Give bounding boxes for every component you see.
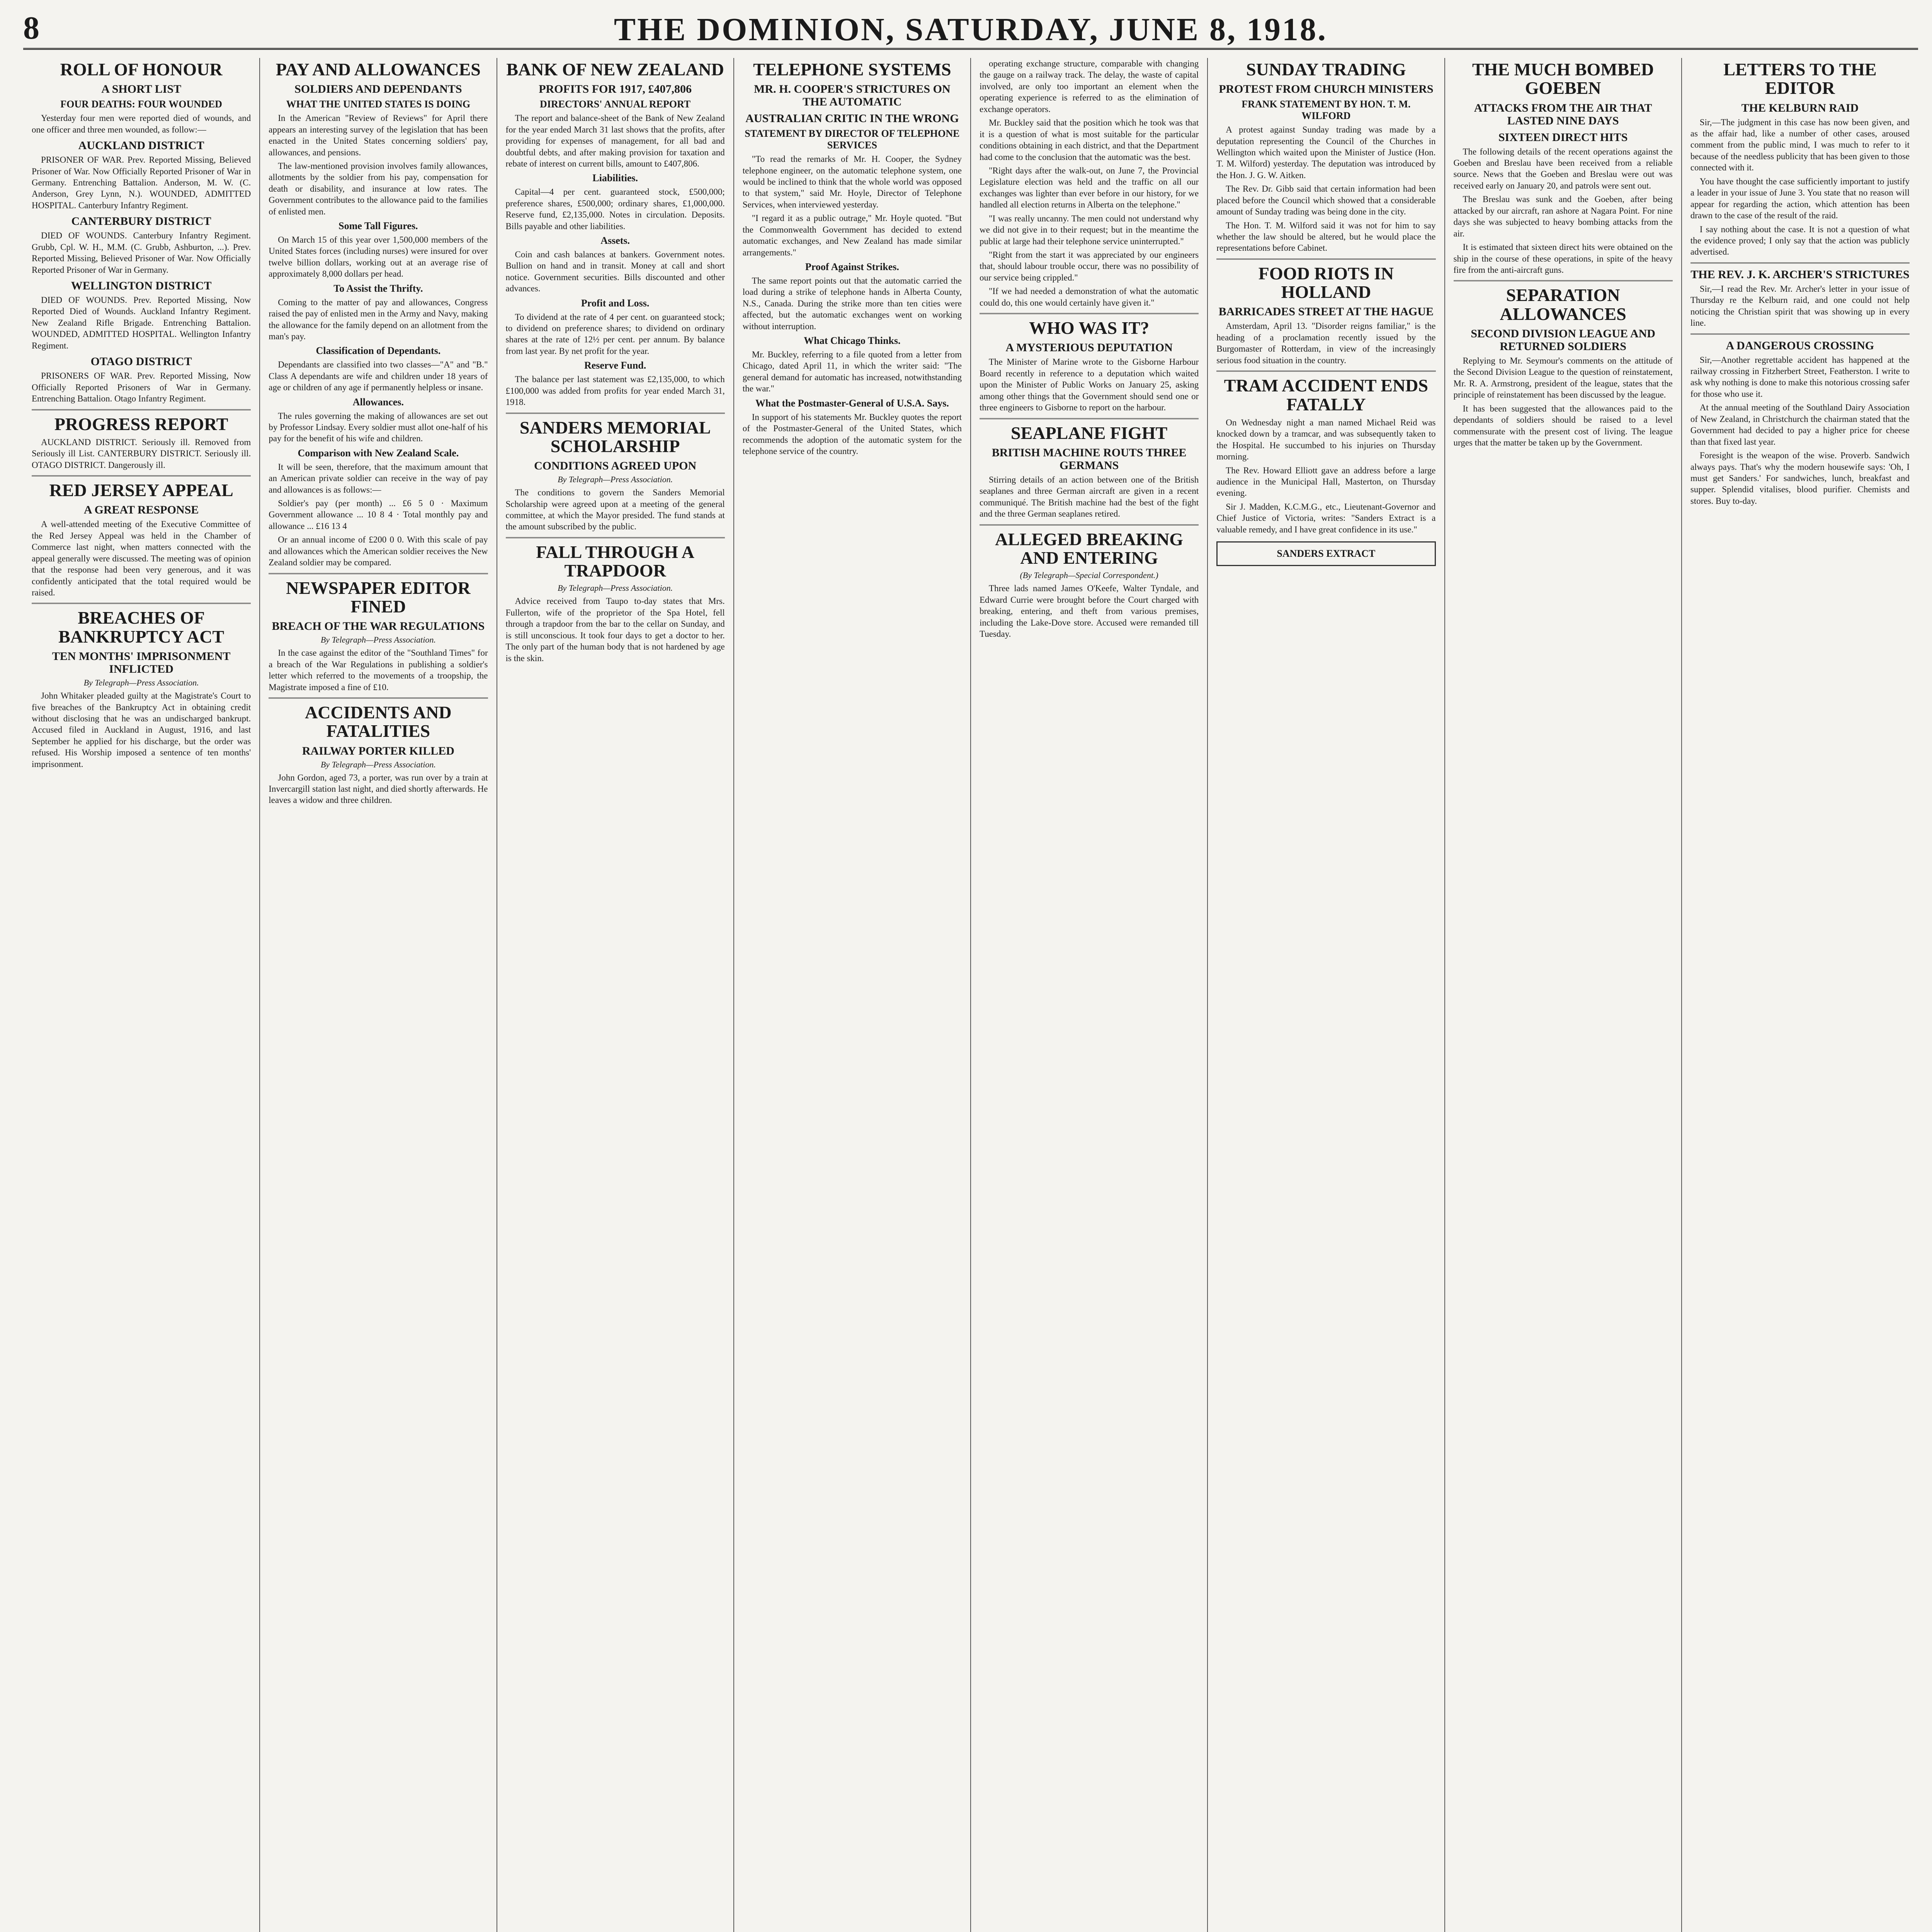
paragraph: Dependants are classified into two classes—"A" and "B." Class A dependants are wife and children under 18 years of age or children of any age if permanently helpless or insane. — [269, 360, 488, 393]
section-divider — [1454, 280, 1673, 281]
byline: By Telegraph—Press Association. — [558, 474, 673, 485]
subheadline: BREACH OF THE WAR REGULATIONS — [272, 620, 485, 633]
section-heading: Classification of Dependants. — [316, 345, 441, 357]
paragraph: In support of his statements Mr. Buckley quotes the report of the Postmaster-General of the United States, which recommends the adoption of the automatic system for the telephone service of the country. — [742, 412, 962, 456]
headline: SEPARATION ALLOWANCES — [1500, 285, 1626, 324]
column-1 — [23, 58, 260, 1932]
headline: WHO WAS IT? — [1029, 318, 1150, 338]
section-divider — [980, 313, 1199, 314]
paragraph: DIED OF WOUNDS. Prev. Reported Missing, Now Reported Died of Wounds. Auckland Infantry Regiment. New Zealand Rifle Brigade. Entrenching Battalion. WOUNDED, ADMITTED HOSPITAL. Wellington Infantry Regiment. — [32, 295, 251, 350]
section-heading: What the Postmaster-General of U.S.A. Says. — [755, 397, 949, 409]
paragraph: To dividend at the rate of 4 per cent. on guaranteed stock; to dividend on preference shares; to dividend on ordinary shares at the rate of 12½ per cent. per annum. By balance from last year. By net profit for the year. — [505, 312, 725, 356]
paragraph: You have thought the case sufficiently important to justify a leader in your issue of June 3. You state that no reason will appear for regarding the action, which attention has been drawn to the case of the result of the raid. — [1690, 176, 1910, 221]
subheadline: A DANGEROUS CROSSING — [1726, 339, 1874, 352]
paragraph: In the American "Review of Reviews" for April there appears an interesting survey of the legislation that has been enacted in the United States concerning soldiers' pay, allowances, and pensions. — [269, 113, 488, 157]
paragraph: The same report points out that the automatic carried the load during a strike of telephone hands in Alberta County, N.S., Canada. During the strike more than ten cities were affected, but the automatic exchanges went on working without interruption. — [742, 276, 962, 331]
subheadline: THE REV. J. K. ARCHER'S STRICTURES — [1690, 268, 1910, 281]
headline: PROGRESS REPORT — [54, 414, 228, 434]
paragraph: "Right days after the walk-out, on June 7, the Provincial Legislature election was held and the traffic on all our exchanges was lighter than ever before in our history, for we handled all election returns in Alberta on the telephone." — [980, 165, 1199, 210]
paragraph: Capital—4 per cent. guaranteed stock, £500,000; preference shares, £500,000; ordinary shares, £1,000,000. Reserve fund, £2,135,000. Notes in circulation. Deposits. Bills payable and other liabilities. — [505, 187, 725, 231]
section-divider — [1216, 259, 1435, 260]
headline: THE MUCH BOMBED GOEBEN — [1472, 60, 1654, 98]
paragraph: DIED OF WOUNDS. Canterbury Infantry Regiment. Grubb, Cpl. W. H., M.M. (C. Grubb, Ashburton, ...). Prev. Reported Missing, Believed Prisoner of War. Now Officially Reported Prisoner of War in Germany. — [32, 231, 251, 275]
paragraph: On March 15 of this year over 1,500,000 members of the United States forces (including nurses) were insured for over twelve billion dollars, working out at an average rise of approximately 8,000 dollars per head. — [269, 235, 488, 279]
headline: TRAM ACCIDENT ENDS FATALLY — [1224, 376, 1428, 414]
headline: NEWSPAPER EDITOR FINED — [286, 578, 471, 616]
paragraph: Coming to the matter of pay and allowances, Congress raised the pay of enlisted men in the Army and Navy, making the allowance for the family depend on an allotment from the man's pay. — [269, 297, 488, 341]
subheadline: A MYSTERIOUS DEPUTATION — [1005, 341, 1173, 354]
subheadline: DIRECTORS' ANNUAL REPORT — [540, 99, 691, 110]
section-heading: Profit and Loss. — [581, 297, 650, 309]
headline: TELEPHONE SYSTEMS — [753, 60, 951, 79]
paragraph: "To read the remarks of Mr. H. Cooper, the Sydney telephone engineer, on the automatic telephone system, one would be inclined to think that the whole world was opposed to that system," said Mr. Hoyle, Director of Telephone Services, when interviewed yesterday. — [742, 154, 962, 209]
section-heading: What Chicago Thinks. — [804, 335, 901, 347]
paragraph: AUCKLAND DISTRICT. Seriously ill. Removed from Seriously ill List. CANTERBURY DISTRICT. Seriously ill. OTAGO DISTRICT. Dangerously ill. — [32, 437, 251, 470]
section-divider — [506, 537, 725, 538]
section-heading: Assets. — [600, 235, 630, 247]
paragraph: A well-attended meeting of the Executive Committee of the Red Jersey Appeal was held in the Chamber of Commerce last night, when matters connected with the appeal generally were discussed. The meeting was of opinion that the response had been very generous, and it was confidently anticipated that the total required would be raised. — [32, 519, 251, 598]
subheadline: SECOND DIVISION LEAGUE AND RETURNED SOLDIERS — [1471, 327, 1655, 353]
headline: ACCIDENTS AND FATALITIES — [305, 702, 452, 741]
paragraph: Advice received from Taupo to-day states that Mrs. Fullerton, wife of the proprietor of the Spa Hotel, fell through a trapdoor from the bar to the cellar on Sunday, and is still unconscious. It took four days to get a doctor to her. The only part of the human body that is not hardened by age is the skin. — [505, 596, 725, 663]
subheadline: A SHORT LIST — [101, 83, 182, 96]
paragraph: It will be seen, therefore, that the maximum amount that an American private soldier can receive in the way of pay and allowances is as follows:— — [269, 462, 488, 495]
column-8 — [1682, 58, 1918, 1932]
headline: RED JERSEY APPEAL — [49, 480, 233, 500]
section-heading: Proof Against Strikes. — [805, 261, 899, 273]
section-divider — [506, 413, 725, 414]
paragraph: John Gordon, aged 73, a porter, was run over by a train at Invercargill station last night, and died shortly afterwards. He leaves a widow and three children. — [269, 772, 488, 805]
headline: LETTERS TO THE EDITOR — [1723, 60, 1877, 98]
paragraph: Sir,—The judgment in this case has now been given, and as the affair had, like a number of other cases, aroused comment from the public mind, I was much to refer to it because of the needless publicity that has been given to those connected with it. — [1690, 117, 1910, 173]
subheadline: BRITISH MACHINE ROUTS THREE GERMANS — [992, 446, 1187, 472]
section-divider — [32, 475, 251, 476]
section-divider — [1216, 371, 1435, 372]
paragraph: Amsterdam, April 13. "Disorder reigns familiar," is the heading of a proclamation recently issued by the Burgomaster of Rotterdam, in view of the increasingly serious food situation in the country. — [1216, 321, 1436, 365]
headline: SANDERS MEMORIAL SCHOLARSHIP — [519, 417, 711, 456]
headline: ROLL OF HONOUR — [60, 60, 223, 79]
section-heading: Comparison with New Zealand Scale. — [298, 447, 459, 459]
paragraph: operating exchange structure, comparable with changing the gauge on a railway track. The delay, the waste of capital involved, are only too important an element when the operating experience is referred to as the elimination of exchange operators. — [980, 59, 1199, 114]
section-divider — [980, 418, 1199, 419]
paragraph: Replying to Mr. Seymour's comments on the attitude of the Second Division League to the question of reinstatement, Mr. R. A. Armstrong, president of the league, states that the principle of reinstatement has been discussed by the league. — [1453, 356, 1673, 400]
column-6 — [1208, 58, 1445, 1932]
section-divider — [32, 409, 251, 410]
column-2 — [260, 58, 497, 1932]
headline: BANK OF NEW ZEALAND — [506, 60, 724, 79]
paragraph: Sir,—Another regrettable accident has happened at the railway crossing in Fitzherbert Street, Featherston. I write to ask why nothing is done to make this notorious crossing safer for those who use it. — [1690, 355, 1910, 399]
paragraph: I say nothing about the case. It is not a question of what the evidence proved; I only say that the action was publicly advertised. — [1690, 224, 1910, 257]
article-columns — [23, 58, 1918, 1932]
subheadline: FOUR DEATHS: FOUR WOUNDED — [60, 99, 222, 110]
section-divider — [1690, 333, 1910, 335]
paragraph: Coin and cash balances at bankers. Government notes. Bullion on hand and in transit. Money at call and short notice. Government securities. Bills discounted and other advances. — [505, 249, 725, 294]
subheadline: AUSTRALIAN CRITIC IN THE WRONG — [745, 112, 959, 125]
paragraph: The Rev. Howard Elliott gave an address before a large audience in the Municipal Hall, Masterton, on Thursday evening. — [1216, 465, 1436, 498]
paragraph: John Whitaker pleaded guilty at the Magistrate's Court to five breaches of the Bankruptcy Act in obtaining credit without disclosing that he was an undischarged bankrupt. Accused filed in Auckland in August, 1916, and last September he applied for his discharge, but the order was refused. His Worship imposed a sentence of ten months' imprisonment. — [32, 691, 251, 769]
headline: FALL THROUGH A TRAPDOOR — [536, 542, 695, 581]
paragraph: Mr. Buckley, referring to a file quoted from a letter from Chicago, dated April 11, in which the writer said: "The general demand for automatic has increased, notwithstanding the war." — [742, 349, 962, 394]
pay-table: Soldier's pay (per month) ... £6 5 0 · Maximum Government allowance ... 10 8 4 · Total monthly pay and allowance ... £16 13 4 — [269, 498, 488, 531]
paragraph: In the case against the editor of the "Southland Times" for a breach of the War Regulations in publishing a soldier's letter which referred to the movements of a troopship, the Magistrate imposed a fine of £10. — [269, 648, 488, 692]
paragraph: Mr. Buckley said that the position which he took was that it is a question of what is most suitable for the particular conditions obtaining in each district, and that the Department had come to the conclusion that the automatic was the best. — [980, 118, 1199, 162]
byline: By Telegraph—Press Association. — [320, 759, 436, 769]
section-divider — [980, 524, 1199, 526]
byline: By Telegraph—Press Association. — [83, 678, 199, 688]
paragraph: The law-mentioned provision involves family allowances, allotments by the soldier from his pay, compensation for death or disability, and insurance at low rates. The Government contributes to the allowance paid to the families of enlisted men. — [269, 161, 488, 216]
paragraph: Or an annual income of £200 0 0. With this scale of pay and allowances which the American soldier receives the New Zealand soldier may be compared. — [269, 535, 488, 568]
newspaper-title: THE DOMINION, SATURDAY, JUNE 8, 1918. — [614, 12, 1328, 48]
advertisement: SANDERS EXTRACT — [1216, 541, 1435, 566]
paragraph: "If we had needed a demonstration of what the automatic could do, this one would certainly have given it." — [980, 286, 1199, 308]
paragraph: Sir J. Madden, K.C.M.G., etc., Lieutenant-Governor and Chief Justice of Victoria, writes: "Sanders Extract is a valuable remedy, and I have great confidence in its use." — [1216, 502, 1436, 534]
district-heading: WELLINGTON DISTRICT — [71, 279, 212, 292]
paragraph: The Rev. Dr. Gibb said that certain information had been placed before the Council which showed that a considerable amount of Sunday trading was being done in the city. — [1216, 184, 1436, 217]
subheadline: FRANK STATEMENT BY HON. T. M. WILFORD — [1242, 99, 1411, 122]
paragraph: The conditions to govern the Sanders Memorial Scholarship were agreed upon at a meeting of the general committee, at which the Mayor presided. The fund stands at the amount subscribed by the public. — [505, 488, 725, 532]
headline: SUNDAY TRADING — [1246, 60, 1406, 79]
headline: FOOD RIOTS IN HOLLAND — [1258, 263, 1394, 302]
subheadline: MR. H. COOPER'S STRICTURES ON THE AUTOMATIC — [754, 83, 951, 109]
subheadline: WHAT THE UNITED STATES IS DOING — [286, 99, 471, 110]
paragraph: A protest against Sunday trading was made by a deputation representing the Council of the Churches in Wellington which waited upon the Minister of Justice (Hon. T. M. Wilford) yesterday. The deputation was introduced by the Hon. J. G. W. Aitken. — [1216, 125, 1436, 180]
paragraph: The following details of the recent operations against the Goeben and Breslau have been received from a reliable source. News that the Goeben and Breslau were out was received early on January 20, and patrols were sent out. — [1453, 146, 1673, 190]
paragraph: The rules governing the making of allowances are set out by Professor Lindsay. Every soldier must allot one-half of his pay for the benefit of his wife and children. — [269, 411, 488, 444]
paragraph: Three lads named James O'Keefe, Walter Tyndale, and Edward Currie were brought before the Court charged with breaking, entering, and theft from various premises, including the Lake-Dove store. Accused were remanded till Tuesday. — [980, 583, 1199, 639]
paragraph: On Wednesday night a man named Michael Reid was knocked down by a tramcar, and was subsequently taken to the Hospital. He succumbed to his injuries on Thursday morning. — [1216, 417, 1436, 462]
section-divider — [269, 573, 488, 574]
subheadline: ATTACKS FROM THE AIR THAT LASTED NINE DAYS — [1474, 101, 1652, 127]
section-heading: Liabilities. — [592, 172, 638, 184]
subheadline: SOLDIERS AND DEPENDANTS — [294, 83, 462, 96]
paragraph: It is estimated that sixteen direct hits were obtained on the ship in the course of these operations, in spite of the heavy fire from the anti-aircraft guns. — [1453, 242, 1673, 275]
paragraph: The Breslau was sunk and the Goeben, after being attacked by our aircraft, ran ashore at Nagara Point. For nine days she was subjected to heavy bombing attacks from the air. — [1453, 194, 1673, 238]
section-divider — [32, 603, 251, 604]
paragraph: Stirring details of an action between one of the British seaplanes and three German aircraft are given in a recent communiqué. The British machine had the best of the fight and the three German seaplanes retired. — [980, 474, 1199, 519]
subheadline: CONDITIONS AGREED UPON — [534, 459, 697, 473]
headline: BREACHES OF BANKRUPTCY ACT — [58, 608, 224, 646]
section-heading: Some Tall Figures. — [338, 220, 418, 232]
district-heading: AUCKLAND DISTRICT — [78, 139, 204, 152]
paragraph: The Minister of Marine wrote to the Gisborne Harbour Board recently in reference to a deputation which waited upon the Minister of Public Works on January 25, asking among other things that the Government should send one or three engineers to Gisborne to report on the harbour. — [980, 357, 1199, 413]
paragraph: Sir,—I read the Rev. Mr. Archer's letter in your issue of Thursday re the Kelburn raid, and one could not help noticing the Christian spirit that was showing up in every line. — [1690, 284, 1910, 328]
paragraph: The report and balance-sheet of the Bank of New Zealand for the year ended March 31 last shows that the profits, after providing for expenses of management, for all bad and doubtful debts, and after making provision for taxation and rebate of interest on current bills, amount to £407,806. — [505, 113, 725, 168]
subheadline: A GREAT RESPONSE — [83, 503, 199, 517]
subheadline: THE KELBURN RAID — [1741, 101, 1859, 114]
paragraph: PRISONERS OF WAR. Prev. Reported Missing, Now Officially Reported Prisoners of War in Germany. Entrenching Battalion. Otago Infantry Regiment. — [32, 371, 251, 404]
paragraph: The balance per last statement was £2,135,000, to which £100,000 was added from profits for year ended March 31, 1918. — [505, 374, 725, 407]
subheadline: PROTEST FROM CHURCH MINISTERS — [1219, 83, 1434, 96]
paragraph: "I regard it as a public outrage," Mr. Hoyle quoted. "But the Commonwealth Government has decided to extend automatic exchanges, and New Zealand has made similar arrangements." — [742, 213, 962, 257]
subheadline: SIXTEEN DIRECT HITS — [1498, 131, 1628, 144]
headline: ALLEGED BREAKING AND ENTERING — [995, 529, 1184, 568]
subheadline: TEN MONTHS' IMPRISONMENT INFLICTED — [52, 650, 231, 676]
paragraph: Yesterday four men were reported died of wounds, and one officer and three men wounded, as follow:— — [32, 113, 251, 134]
district-heading: OTAGO DISTRICT — [90, 355, 192, 368]
paragraph: PRISONER OF WAR. Prev. Reported Missing, Believed Prisoner of War. Now Officially Reported Prisoner of War in Germany. Entrenching Battalion. Anderson, M. W. (C. Anderson, Grey Lynn, N.). WOUNDED, ADMITTED HOSPITAL. Canterbury Infantry Regiment. — [32, 155, 251, 210]
section-heading: Reserve Fund. — [584, 360, 646, 371]
paragraph: "I was really uncanny. The men could not understand why we did not give in to their request; but in the meantime the public at large had their telephone service uninterrupted." — [980, 213, 1199, 246]
advertisement-text: Foresight is the weapon of the wise. Proverb. Sandwich always pays. That's why the modern housewife says: 'Oh, I must get Sanders.' For sandwiches, lunch, breakfast and supper. Splendid vitalises, blood purifier. Chemists and stores. Buy to-day. — [1690, 451, 1910, 506]
subheadline: STATEMENT BY DIRECTOR OF TELEPHONE SERVICES — [745, 128, 960, 151]
subheadline: RAILWAY PORTER KILLED — [302, 744, 454, 757]
headline: PAY AND ALLOWANCES — [276, 60, 481, 79]
paragraph: The Hon. T. M. Wilford said it was not for him to say whether the law should be altered, but he would place the representations before Cabinet. — [1216, 220, 1436, 253]
byline: By Telegraph—Press Association. — [558, 583, 673, 593]
byline: (By Telegraph—Special Correspondent.) — [1020, 570, 1158, 580]
column-7 — [1445, 58, 1682, 1932]
paragraph: It has been suggested that the allowances paid to the dependants of soldiers should be raised to a level commensurate with the present cost of living. The league urges that the matter be taken up by the Government. — [1453, 403, 1673, 448]
column-4 — [734, 58, 971, 1932]
subheadline: BARRICADES STREET AT THE HAGUE — [1218, 305, 1434, 318]
page-number: 8 — [23, 10, 39, 46]
paragraph: "Right from the start it was appreciated by our engineers that, should labour trouble occur, there was no possibility of our service being crippled." — [980, 250, 1199, 282]
masthead — [23, 9, 1918, 50]
paragraph: At the annual meeting of the Southland Dairy Association of New Zealand, in Christchurch the chairman stated that the Government had decided to pay a higher price for cheese than that fixed last year. — [1690, 403, 1910, 447]
section-divider — [1690, 262, 1910, 264]
district-heading: CANTERBURY DISTRICT — [71, 215, 211, 228]
column-3 — [497, 58, 734, 1932]
headline: SEAPLANE FIGHT — [1011, 423, 1168, 443]
byline: By Telegraph—Press Association. — [320, 635, 436, 645]
column-5 — [971, 58, 1208, 1932]
section-heading: Allowances. — [352, 396, 404, 408]
section-heading: To Assist the Thrifty. — [333, 282, 423, 294]
section-divider — [269, 697, 488, 699]
subheadline: PROFITS FOR 1917, £407,806 — [539, 83, 692, 96]
